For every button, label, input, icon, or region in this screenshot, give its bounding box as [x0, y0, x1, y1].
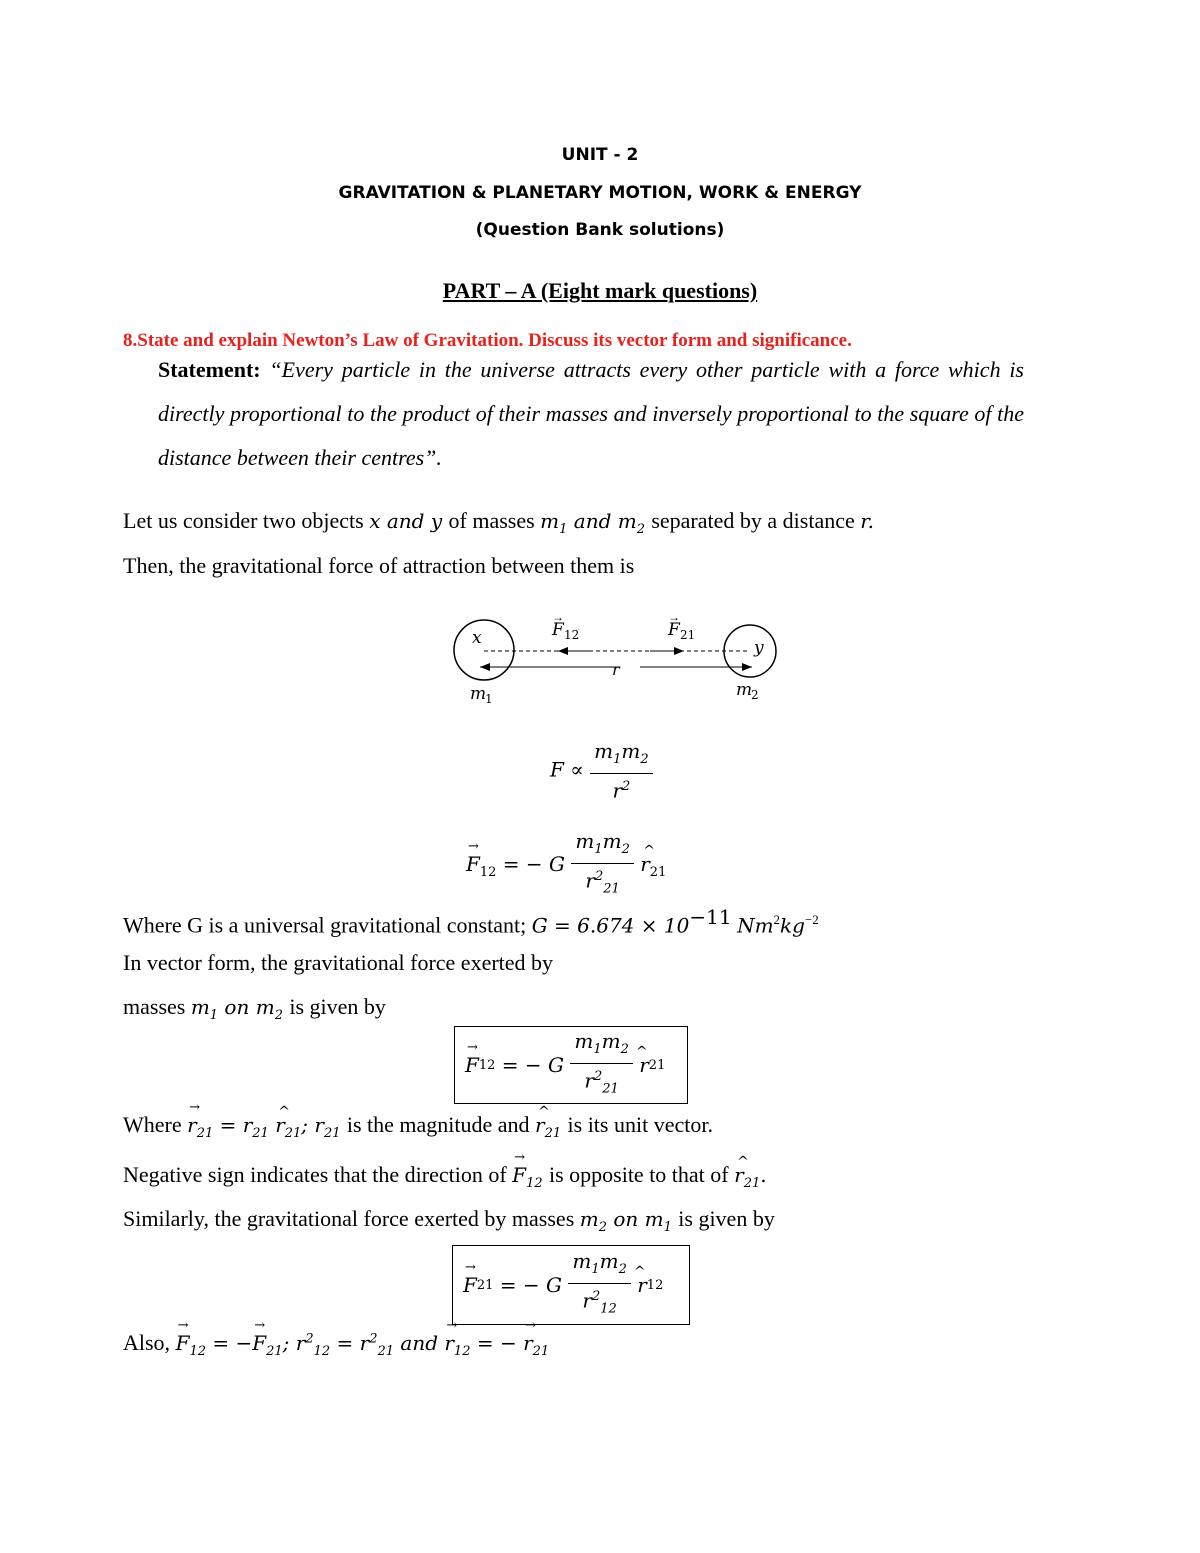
force-equation: → $F_{12}$ = − G $\frac{m_1m_2}{r^2_{21}}$ ^ $r_{21}$: [466, 828, 666, 903]
vector-line2-a: masses: [123, 994, 186, 1019]
similarly-a: Similarly, the gravitational force exerted by masses: [123, 1206, 575, 1231]
g-unit-sup: 2: [773, 912, 781, 927]
obj-y-label: y: [754, 638, 764, 658]
obj-x-label: x: [472, 628, 482, 648]
force21-sub: 21: [680, 628, 696, 642]
para1-text-b: of masses: [448, 508, 535, 533]
document-title: GRAVITATION & PLANETARY MOTION, WORK & ENERGY: [338, 183, 862, 203]
document-subtitle: (Question Bank solutions): [475, 220, 725, 240]
mass1-sub: 1: [485, 692, 493, 706]
mass2-label: m: [736, 680, 753, 700]
mass2-sub: 2: [751, 688, 759, 702]
where-g-line: [123, 905, 819, 938]
boxed-force21-equation: → F 21 = − G $\frac{m_1m_2}{r^2_{12}}$ ^ r 12: [452, 1245, 690, 1325]
negative-sign-b: is opposite to that of: [548, 1162, 729, 1187]
part-heading: PART – A (Eight mark questions): [442, 278, 758, 303]
vector-line2-b: is given by: [289, 994, 386, 1019]
vector-line2: masses $m_1$ on $m_2$ is given by: [123, 994, 386, 1023]
g-unit-n: Nm: [737, 913, 774, 938]
gravitation-diagram: [440, 605, 800, 715]
mass-x-circle: [454, 620, 514, 680]
vector-line1: In vector form, the gravitational force exerted by: [123, 950, 554, 975]
g-value: G = 6.674 × 10: [531, 913, 690, 938]
force12-sub: 12: [564, 628, 580, 642]
para1-text-c: separated by a distance: [651, 508, 855, 533]
force21-vec: →: [668, 610, 680, 624]
para1-text-a: Let us consider two objects: [123, 508, 364, 533]
where-g-text: Where G is a universal gravitational constant;: [123, 912, 527, 938]
g-exp: −11: [689, 905, 732, 929]
where-r-a: Where: [123, 1112, 182, 1137]
unit-heading: UNIT - 2: [561, 145, 639, 165]
question-text: 8.State and explain Newton’s Law of Gravitation. Discuss its vector form and significance.: [123, 330, 852, 351]
negative-sign-line: Negative sign indicates that the direction of → $F_{12}$ is opposite to that of ^ $r_{21}$.: [123, 1162, 767, 1191]
similarly-line: Similarly, the gravitational force exerted by masses $m_2$ on $m_1$ is given by: [123, 1206, 775, 1235]
para1-line2: Then, the gravitational force of attraction between them is: [123, 553, 635, 578]
where-r-line: Where → $r_{21} = r_{21}$ ^ $r_{21}$; $r_{21}$ is the magnitude and ^ $r_{21}$ is its unit vector.: [123, 1112, 713, 1141]
statement-block: [158, 348, 1024, 480]
negative-sign-a: Negative sign indicates that the direction of: [123, 1162, 507, 1187]
boxed-force12-equation: → F 12 = − G $\frac{m_1m_2}{r^2_{21}}$ ^ r 21: [454, 1026, 688, 1104]
where-r-c: is its unit vector.: [567, 1112, 713, 1137]
statement-label: Statement:: [158, 357, 261, 382]
statement-text: “Every particle in the universe attracts every other particle with a force which is directly proportional to the product of their masses and inversely proportional to the square of the distance between their centres”.: [158, 357, 1024, 470]
para1-line1: Let us consider two objects x and y of masses $m_1$ and $m_2$ separated by a distance r.: [123, 508, 874, 537]
mass1-label: m: [470, 684, 487, 704]
also-text: Also,: [123, 1330, 171, 1355]
g-unit2-sup: −2: [804, 912, 819, 927]
similarly-b: is given by: [678, 1206, 775, 1231]
proportionality-equation: F ∝ $\frac{m_1m_2}{r^2}$: [550, 738, 653, 804]
force12-label: F: [552, 620, 564, 640]
g-unit-kg: kg: [780, 913, 805, 938]
force21-label: F: [668, 620, 680, 640]
also-line: Also, → $F_{12}$ = −→ $F_{21}$; $r^2_{12} = r^2_{21}$ and → $r_{12}$ = − → $r_{21}$: [123, 1330, 549, 1359]
force12-vec: →: [552, 610, 564, 624]
distance-label: r: [612, 660, 620, 679]
where-r-b: is the magnitude and: [346, 1112, 530, 1137]
